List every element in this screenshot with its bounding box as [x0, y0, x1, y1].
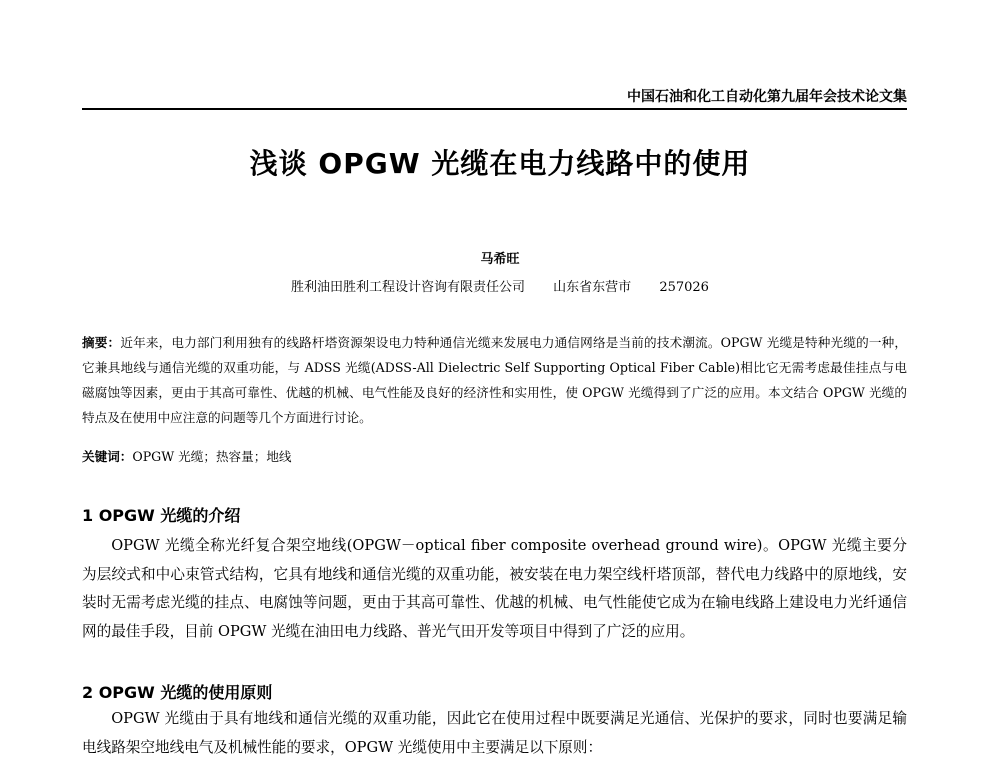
abstract-label: 摘要： [82, 335, 121, 350]
section-heading-1: 1 OPGW 光缆的介绍 [82, 506, 241, 525]
affiliation [0, 276, 1000, 295]
header-rule [82, 108, 907, 110]
affiliation-postcode: 257026 [659, 280, 709, 295]
affiliation-location: 山东省东营市 [553, 280, 632, 295]
affiliation-org: 胜利油田胜利工程设计咨询有限责任公司 [291, 280, 526, 295]
section-body-2: OPGW 光缆由于具有地线和通信光缆的双重功能，因此它在使用过程中既要满足光通信、光保护的要求，同时也要满足输电线路架空地线电气及机械性能的要求，OPGW 光缆使用中主要满足以下原则： [82, 710, 907, 756]
section-body-1: OPGW 光缆全称光纤复合架空地线(OPGW－optical fiber composite overhead ground wire)。OPGW 光缆主要分为层绞式和中心束管式结构，它具有地线和通信光缆的双重功能，被安装在电力架空线杆塔顶部，替代电力线路中的原地线，安装时无需考虑光缆的挂点、电腐蚀等问题，更由于其高可靠性、优越的机械、电气性能使它成为在输电线路上建设电力光纤通信网的最佳手段，目前 OPGW 光缆在油田电力线路、普光气田开发等项目中得到了广泛的应用。 [82, 537, 907, 640]
running-header: 中国石油和化工自动化第九届年会技术论文集 [627, 89, 907, 105]
author-name: 马希旺 [480, 252, 520, 267]
abstract-text: 近年来，电力部门利用独有的线路杆塔资源架设电力特种通信光缆来发展电力通信网络是当前的技术潮流。OPGW 光缆是特种光缆的一种，它兼具地线与通信光缆的双重功能，与 ADSS 光缆(ADSS-All Dielectric Self Supporting Optical Fiber Cable)相比它无需考虑最佳挂点与电磁腐蚀等因素，更由于其高可靠性、优越的机械、电气性能及良好的经济性和实用性，使 OPGW 光缆得到了广泛的应用。本文结合 OPGW 光缆的特点及在使用中应注意的问题等几个方面进行讨论。 [82, 335, 908, 425]
keywords [82, 444, 907, 469]
paper-title: 浅谈 OPGW 光缆在电力线路中的使用 [249, 147, 751, 180]
section-heading-2: 2 OPGW 光缆的使用原则 [82, 683, 273, 702]
abstract [82, 330, 907, 430]
keywords-label: 关键词： [82, 449, 133, 464]
keywords-text: OPGW 光缆；热容量；地线 [132, 449, 292, 464]
